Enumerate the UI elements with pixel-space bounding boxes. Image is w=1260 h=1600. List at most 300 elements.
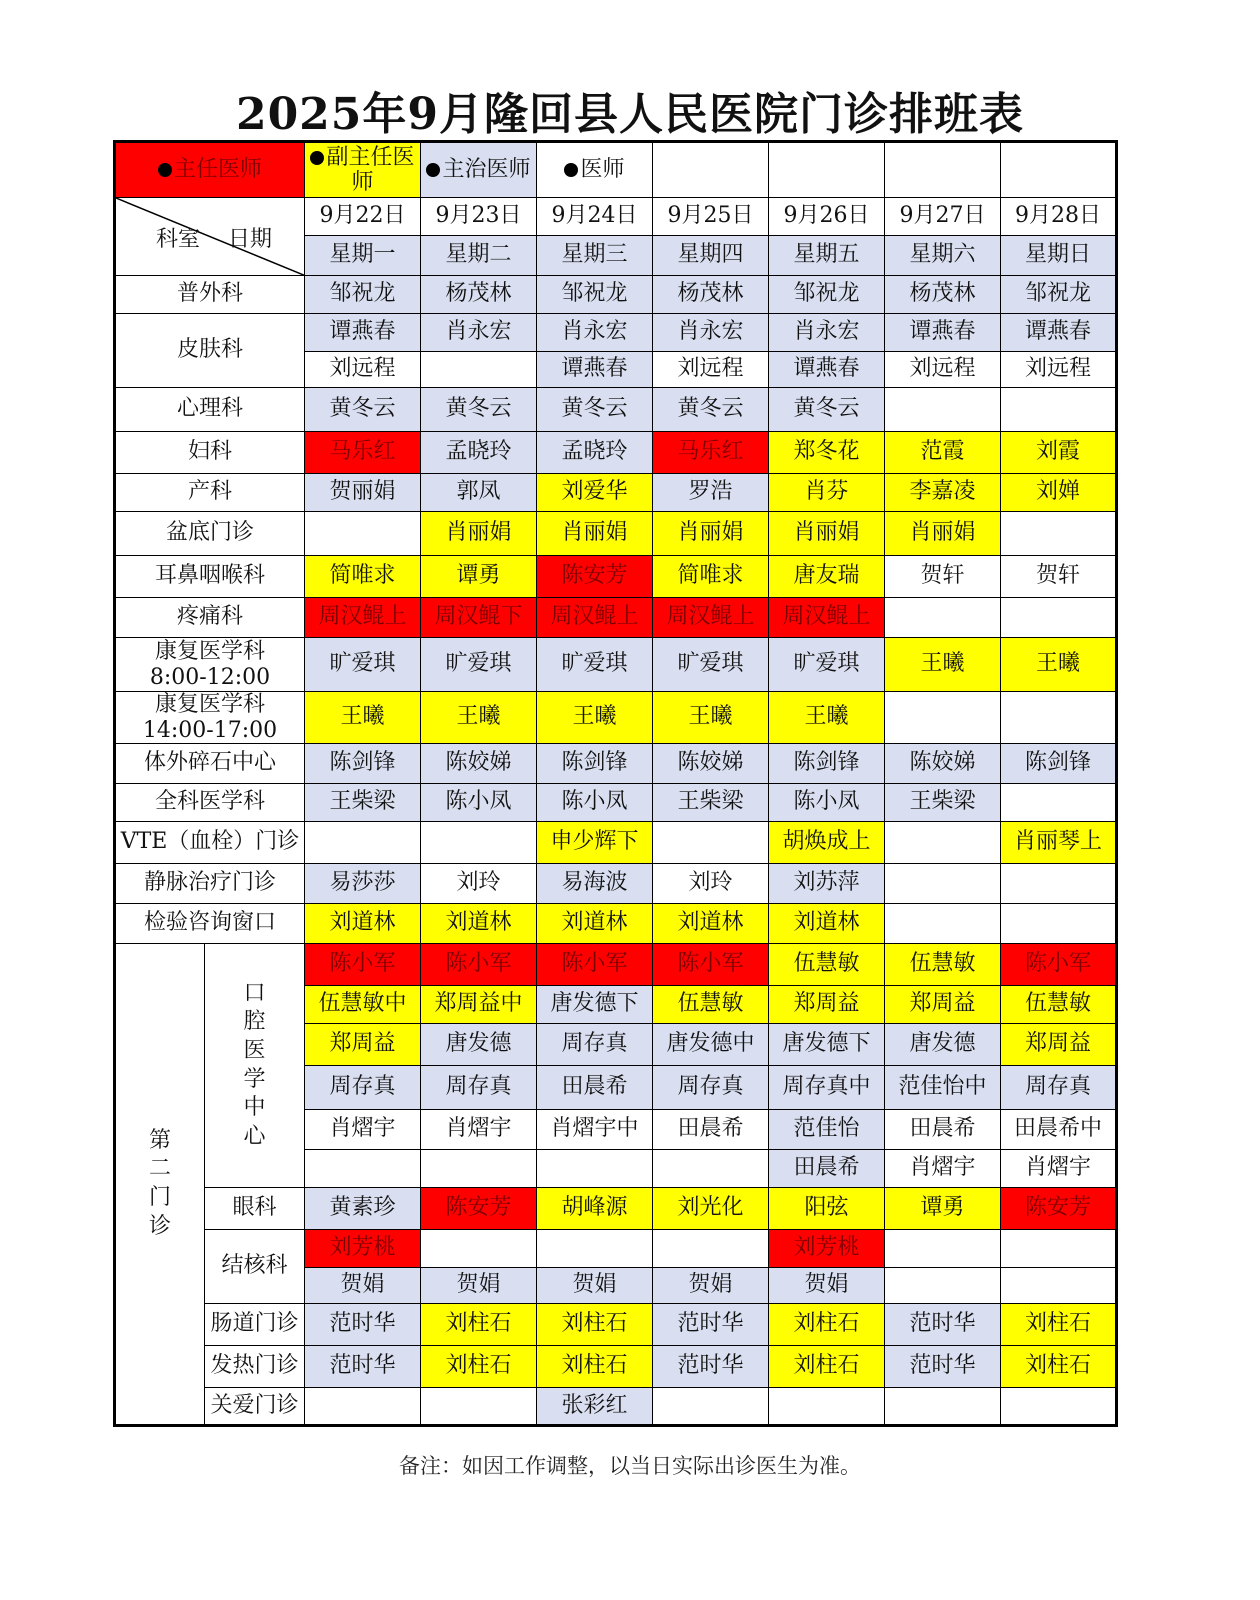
doctor-name: 范时华 xyxy=(909,1353,976,1379)
doctor-name: 范时华 xyxy=(677,1353,744,1379)
weekday-cell: 星期日 xyxy=(1001,236,1117,276)
doctor-cell xyxy=(653,864,769,904)
doctor-cell xyxy=(1001,1110,1117,1150)
page-title: 2025年9月隆回县人民医院门诊排班表 xyxy=(235,89,1025,140)
doctor-cell xyxy=(305,986,421,1024)
doctor-cell xyxy=(305,314,421,352)
doctor-cell xyxy=(769,432,885,474)
doctor-cell xyxy=(537,1110,653,1150)
doctor-cell xyxy=(421,1024,537,1066)
doctor-name: 贺轩 xyxy=(1035,563,1080,589)
doctor-name: 刘柱石 xyxy=(1024,1353,1091,1379)
doctor-name: 范佳怡中 xyxy=(898,1074,987,1100)
doctor-cell xyxy=(769,784,885,822)
doctor-name: 伍慧敏 xyxy=(793,951,860,977)
doctor-name: 郑周益 xyxy=(329,1031,396,1057)
date-cell: 9月24日 xyxy=(537,198,653,236)
doctor-cell xyxy=(653,944,769,986)
doctor-name: 黄冬云 xyxy=(561,396,628,422)
doctor-cell xyxy=(421,1188,537,1230)
legend-chief: 主任医师 xyxy=(115,142,305,198)
date-cell: 9月28日 xyxy=(1001,198,1117,236)
doctor-cell xyxy=(885,388,1001,432)
doctor-cell xyxy=(421,864,537,904)
doctor-cell xyxy=(653,1346,769,1388)
doctor-name: 刘远程 xyxy=(329,356,396,382)
doctor-cell xyxy=(1001,598,1117,638)
doctor-name: 周存真 xyxy=(1024,1074,1091,1100)
schedule-row xyxy=(115,692,1117,744)
doctor-name: 刘道林 xyxy=(793,910,860,936)
doctor-name: 胡峰源 xyxy=(561,1195,628,1221)
schedule-row xyxy=(115,432,1117,474)
doctor-name: 伍慧敏 xyxy=(909,951,976,977)
doctor-name: 周存真 xyxy=(561,1031,628,1057)
doctor-cell xyxy=(305,904,421,944)
dept-label-vte: VTE（血栓）门诊 xyxy=(115,822,305,864)
doctor-cell xyxy=(1001,512,1117,556)
doctor-cell xyxy=(1001,1388,1117,1426)
doctor-name: 王柴梁 xyxy=(677,789,744,815)
doctor-cell xyxy=(1001,1188,1117,1230)
doctor-cell xyxy=(1001,986,1117,1024)
doctor-name: 刘远程 xyxy=(677,356,744,382)
legend-attending: 主治医师 xyxy=(421,142,537,198)
doctor-cell xyxy=(1001,1304,1117,1346)
doctor-cell xyxy=(537,352,653,388)
doctor-cell xyxy=(769,1066,885,1110)
dept-label-dental xyxy=(205,944,305,1188)
doctor-name: 胡焕成上 xyxy=(782,829,871,855)
doctor-name: 刘苏萍 xyxy=(793,870,860,896)
doctor-name: 周汉鲲上 xyxy=(318,604,407,630)
doctor-cell xyxy=(537,1230,653,1268)
doctor-cell xyxy=(537,474,653,512)
doctor-cell xyxy=(537,904,653,944)
doctor-cell xyxy=(1001,784,1117,822)
schedule-row xyxy=(115,556,1117,598)
doctor-cell xyxy=(653,1110,769,1150)
doctor-name: 李嘉凌 xyxy=(909,479,976,505)
doctor-cell xyxy=(885,1150,1001,1188)
doctor-cell xyxy=(1001,944,1117,986)
doctor-cell xyxy=(653,1150,769,1188)
doctor-cell xyxy=(537,1024,653,1066)
doctor-name: 周存真 xyxy=(329,1074,396,1100)
doctor-name: 黄素珍 xyxy=(329,1195,396,1221)
doctor-name: 陈安芳 xyxy=(445,1195,512,1221)
doctor-cell xyxy=(885,1230,1001,1268)
doctor-cell xyxy=(885,1024,1001,1066)
doctor-name: 刘柱石 xyxy=(1024,1311,1091,1337)
doctor-cell xyxy=(305,352,421,388)
doctor-name: 旷爱琪 xyxy=(677,651,744,677)
dept-label-fever: 发热门诊 xyxy=(205,1346,305,1388)
doctor-cell xyxy=(885,822,1001,864)
weekday-cell: 星期三 xyxy=(537,236,653,276)
doctor-name: 谭勇 xyxy=(456,563,501,589)
doctor-cell xyxy=(885,1304,1001,1346)
doctor-cell xyxy=(885,276,1001,314)
second-clinic-text: 第二门诊 xyxy=(148,1127,171,1239)
doctor-name: 陈小军 xyxy=(1024,951,1091,977)
doctor-name: 黄冬云 xyxy=(445,396,512,422)
doctor-name: 陈剑锋 xyxy=(561,750,628,776)
doctor-cell xyxy=(653,512,769,556)
doctor-cell xyxy=(305,1230,421,1268)
doctor-cell xyxy=(885,1268,1001,1304)
dept-label-psychology: 心理科 xyxy=(115,388,305,432)
doctor-cell xyxy=(769,1388,885,1426)
doctor-name: 田晨希 xyxy=(561,1074,628,1100)
doctor-cell xyxy=(769,986,885,1024)
doctor-name: 刘道林 xyxy=(677,910,744,936)
doctor-cell xyxy=(537,944,653,986)
doctor-cell xyxy=(537,1304,653,1346)
doctor-cell xyxy=(769,1024,885,1066)
dept-header: 科室 xyxy=(156,227,201,252)
second-clinic-label xyxy=(115,944,205,1426)
doctor-name: 田晨希 xyxy=(909,1116,976,1142)
doctor-name: 杨茂林 xyxy=(445,281,512,307)
doctor-cell xyxy=(537,986,653,1024)
doctor-cell xyxy=(653,638,769,692)
legend-empty xyxy=(653,142,769,198)
doctor-cell xyxy=(885,864,1001,904)
doctor-name: 肖熠宇 xyxy=(445,1116,512,1142)
doctor-name: 郑冬花 xyxy=(793,439,860,465)
doctor-name: 谭勇 xyxy=(920,1195,965,1221)
doctor-name: 谭燕春 xyxy=(1024,319,1091,345)
doctor-cell xyxy=(653,1066,769,1110)
doctor-cell xyxy=(421,944,537,986)
doctor-cell xyxy=(653,1188,769,1230)
doctor-name: 范时华 xyxy=(329,1353,396,1379)
doctor-name: 周汉鲲上 xyxy=(666,604,755,630)
doctor-name: 谭燕春 xyxy=(329,319,396,345)
date-row xyxy=(115,198,1117,236)
doctor-cell xyxy=(769,638,885,692)
legend-physician: 医师 xyxy=(537,142,653,198)
doctor-name: 伍慧敏中 xyxy=(318,991,407,1017)
doctor-cell xyxy=(537,1150,653,1188)
doctor-name: 邹祝龙 xyxy=(1024,281,1091,307)
doctor-cell xyxy=(769,1110,885,1150)
doctor-name: 王曦 xyxy=(340,704,385,730)
doctor-cell xyxy=(769,744,885,784)
doctor-name: 周汉鲲下 xyxy=(434,604,523,630)
doctor-name: 刘光化 xyxy=(677,1195,744,1221)
doctor-cell xyxy=(305,864,421,904)
doctor-name: 伍慧敏 xyxy=(677,991,744,1017)
doctor-name: 刘爱华 xyxy=(561,479,628,505)
dept-label-text: 康复医学科 xyxy=(154,692,265,718)
schedule-row xyxy=(115,598,1117,638)
doctor-name: 唐发德下 xyxy=(782,1031,871,1057)
doctor-name: 刘玲 xyxy=(688,870,733,896)
footnote: 备注：如因工作调整，以当日实际出诊医生为准。 xyxy=(399,1454,861,1478)
legend-row xyxy=(115,142,1117,198)
doctor-name: 刘道林 xyxy=(445,910,512,936)
doctor-cell xyxy=(1001,1066,1117,1110)
dept-label-dermatology: 皮肤科 xyxy=(115,314,305,388)
doctor-cell xyxy=(305,1304,421,1346)
doctor-name: 肖永宏 xyxy=(445,319,512,345)
doctor-name: 陈安芳 xyxy=(1024,1195,1091,1221)
doctor-name: 陈小军 xyxy=(677,951,744,977)
doctor-cell xyxy=(537,512,653,556)
doctor-name: 王曦 xyxy=(688,704,733,730)
schedule-row xyxy=(115,1230,1117,1268)
doctor-name: 周存真中 xyxy=(782,1074,871,1100)
weekday-cell: 星期五 xyxy=(769,236,885,276)
doctor-name: 谭燕春 xyxy=(909,319,976,345)
doctor-cell xyxy=(769,1188,885,1230)
doctor-name: 杨茂林 xyxy=(909,281,976,307)
doctor-name: 陈安芳 xyxy=(561,563,628,589)
doctor-name: 旷爱琪 xyxy=(793,651,860,677)
doctor-name: 阳弦 xyxy=(804,1195,849,1221)
doctor-name: 刘远程 xyxy=(909,356,976,382)
doctor-cell xyxy=(537,692,653,744)
doctor-cell xyxy=(305,388,421,432)
doctor-cell xyxy=(421,692,537,744)
doctor-cell xyxy=(885,744,1001,784)
doctor-cell xyxy=(537,1066,653,1110)
doctor-cell xyxy=(769,314,885,352)
doctor-cell xyxy=(885,432,1001,474)
doctor-cell xyxy=(305,1388,421,1426)
doctor-cell xyxy=(537,556,653,598)
doctor-name: 肖熠宇中 xyxy=(550,1116,639,1142)
doctor-cell xyxy=(537,1388,653,1426)
doctor-cell xyxy=(769,474,885,512)
doctor-cell xyxy=(769,864,885,904)
doctor-cell xyxy=(305,692,421,744)
schedule-row xyxy=(115,1304,1117,1346)
doctor-cell xyxy=(537,822,653,864)
doctor-cell xyxy=(305,432,421,474)
dept-label-lab_consult: 检验咨询窗口 xyxy=(115,904,305,944)
doctor-cell xyxy=(421,556,537,598)
doctor-cell xyxy=(305,944,421,986)
doctor-name: 肖熠宇 xyxy=(909,1155,976,1181)
doctor-cell xyxy=(305,512,421,556)
doctor-name: 肖永宏 xyxy=(677,319,744,345)
doctor-name: 陈剑锋 xyxy=(793,750,860,776)
doctor-cell xyxy=(769,1268,885,1304)
legend-empty xyxy=(1001,142,1117,198)
doctor-cell xyxy=(885,904,1001,944)
doctor-cell xyxy=(653,352,769,388)
doctor-cell xyxy=(769,1304,885,1346)
doctor-cell xyxy=(1001,352,1117,388)
doctor-name: 申少辉下 xyxy=(550,829,639,855)
schedule-row xyxy=(115,784,1117,822)
doctor-cell xyxy=(769,512,885,556)
dept-label-rehab_pm xyxy=(115,692,305,744)
doctor-name: 刘柱石 xyxy=(445,1311,512,1337)
doctor-name: 孟晓玲 xyxy=(445,439,512,465)
doctor-cell xyxy=(305,1188,421,1230)
date-cell: 9月27日 xyxy=(885,198,1001,236)
doctor-name: 陈小凤 xyxy=(561,789,628,815)
dept-label-ent: 耳鼻咽喉科 xyxy=(115,556,305,598)
doctor-cell xyxy=(653,1024,769,1066)
doctor-cell xyxy=(885,1066,1001,1110)
doctor-cell xyxy=(885,944,1001,986)
doctor-name: 肖丽琴上 xyxy=(1013,829,1102,855)
doctor-name: 刘柱石 xyxy=(561,1353,628,1379)
schedule-row xyxy=(115,904,1117,944)
dept-label-pelvic_floor: 盆底门诊 xyxy=(115,512,305,556)
doctor-cell xyxy=(1001,744,1117,784)
schedule-row xyxy=(115,638,1117,692)
doctor-name: 贺轩 xyxy=(920,563,965,589)
weekday-cell: 星期二 xyxy=(421,236,537,276)
doctor-cell xyxy=(885,1110,1001,1150)
dept-label-general_practice: 全科医学科 xyxy=(115,784,305,822)
doctor-cell xyxy=(305,1024,421,1066)
doctor-cell xyxy=(653,904,769,944)
weekday-cell: 星期四 xyxy=(653,236,769,276)
doctor-name: 刘柱石 xyxy=(793,1353,860,1379)
doctor-name: 王曦 xyxy=(1035,651,1080,677)
doctor-name: 邹祝龙 xyxy=(561,281,628,307)
doctor-name: 谭燕春 xyxy=(793,356,860,382)
doctor-name: 肖永宏 xyxy=(793,319,860,345)
doctor-cell xyxy=(305,474,421,512)
doctor-name: 邹祝龙 xyxy=(329,281,396,307)
doctor-cell xyxy=(305,744,421,784)
doctor-cell xyxy=(769,556,885,598)
doctor-name: 陈小凤 xyxy=(445,789,512,815)
doctor-cell xyxy=(1001,1268,1117,1304)
doctor-cell xyxy=(769,1150,885,1188)
doctor-cell xyxy=(653,986,769,1024)
doctor-name: 王柴梁 xyxy=(909,789,976,815)
dept-label-lithotripsy: 体外碎石中心 xyxy=(115,744,305,784)
doctor-cell xyxy=(421,314,537,352)
doctor-cell xyxy=(537,598,653,638)
doctor-name: 贺娟 xyxy=(804,1272,849,1298)
doctor-cell xyxy=(769,904,885,944)
dept-hours: 14:00-17:00 xyxy=(142,717,278,743)
doctor-name: 刘芳桃 xyxy=(793,1235,860,1261)
doctor-cell xyxy=(537,1268,653,1304)
doctor-name: 陈姣娣 xyxy=(445,750,512,776)
doctor-cell xyxy=(305,276,421,314)
doctor-cell xyxy=(421,1066,537,1110)
doctor-cell xyxy=(421,1388,537,1426)
doctor-cell xyxy=(1001,432,1117,474)
doctor-name: 郑周益 xyxy=(793,991,860,1017)
doctor-cell xyxy=(1001,1150,1117,1188)
doctor-cell xyxy=(537,744,653,784)
doctor-cell xyxy=(653,1268,769,1304)
doctor-name: 陈剑锋 xyxy=(1024,750,1091,776)
doctor-cell xyxy=(1001,1346,1117,1388)
doctor-cell xyxy=(1001,1230,1117,1268)
doctor-cell xyxy=(421,1150,537,1188)
doctor-cell xyxy=(1001,692,1117,744)
doctor-name: 陈剑锋 xyxy=(329,750,396,776)
doctor-cell xyxy=(1001,556,1117,598)
doctor-cell xyxy=(1001,864,1117,904)
doctor-cell xyxy=(885,512,1001,556)
doctor-name: 陈姣娣 xyxy=(909,750,976,776)
schedule-row xyxy=(115,512,1117,556)
doctor-cell xyxy=(421,1230,537,1268)
legend-associate: 副主任医师 xyxy=(305,142,421,198)
doctor-name: 旷爱琪 xyxy=(329,651,396,677)
doctor-name: 周存真 xyxy=(677,1074,744,1100)
doctor-cell xyxy=(537,388,653,432)
doctor-name: 贺娟 xyxy=(456,1272,501,1298)
doctor-name: 田晨希 xyxy=(793,1155,860,1181)
doctor-cell xyxy=(653,784,769,822)
doctor-name: 肖永宏 xyxy=(561,319,628,345)
doctor-name: 肖熠宇 xyxy=(329,1116,396,1142)
doctor-cell xyxy=(885,1188,1001,1230)
weekday-cell: 星期六 xyxy=(885,236,1001,276)
doctor-name: 马乐红 xyxy=(677,439,744,465)
doctor-cell xyxy=(1001,638,1117,692)
doctor-name: 肖芬 xyxy=(804,479,849,505)
doctor-cell xyxy=(305,784,421,822)
dept-label-rehab_am xyxy=(115,638,305,692)
doctor-name: 王曦 xyxy=(456,704,501,730)
dept-hours: 8:00-12:00 xyxy=(149,664,271,690)
doctor-cell xyxy=(305,1268,421,1304)
doctor-cell xyxy=(537,432,653,474)
bullet-icon xyxy=(426,163,440,177)
doctor-cell xyxy=(537,276,653,314)
doctor-name: 马乐红 xyxy=(329,439,396,465)
doctor-cell xyxy=(1001,474,1117,512)
doctor-cell xyxy=(885,1388,1001,1426)
doctor-name: 孟晓玲 xyxy=(561,439,628,465)
doctor-name: 唐发德 xyxy=(909,1031,976,1057)
doctor-cell xyxy=(305,638,421,692)
doctor-name: 田晨希 xyxy=(677,1116,744,1142)
doctor-cell xyxy=(769,388,885,432)
doctor-cell xyxy=(421,512,537,556)
doctor-name: 贺娟 xyxy=(572,1272,617,1298)
doctor-name: 旷爱琪 xyxy=(445,651,512,677)
dept-label-intestinal: 肠道门诊 xyxy=(205,1304,305,1346)
doctor-cell xyxy=(769,352,885,388)
schedule-row xyxy=(115,1188,1117,1230)
doctor-cell xyxy=(1001,904,1117,944)
doctor-cell xyxy=(421,904,537,944)
legend-empty xyxy=(885,142,1001,198)
doctor-cell xyxy=(885,556,1001,598)
doctor-cell xyxy=(885,352,1001,388)
doctor-name: 刘远程 xyxy=(1024,356,1091,382)
doctor-name: 黄冬云 xyxy=(793,396,860,422)
doctor-name: 贺娟 xyxy=(688,1272,733,1298)
doctor-name: 肖熠宇 xyxy=(1024,1155,1091,1181)
doctor-name: 范时华 xyxy=(909,1311,976,1337)
doctor-name: 伍慧敏 xyxy=(1024,991,1091,1017)
doctor-name: 肖丽娟 xyxy=(793,520,860,546)
date-cell: 9月26日 xyxy=(769,198,885,236)
doctor-cell xyxy=(421,474,537,512)
doctor-cell xyxy=(653,314,769,352)
doctor-cell xyxy=(421,822,537,864)
doctor-name: 刘玲 xyxy=(456,870,501,896)
